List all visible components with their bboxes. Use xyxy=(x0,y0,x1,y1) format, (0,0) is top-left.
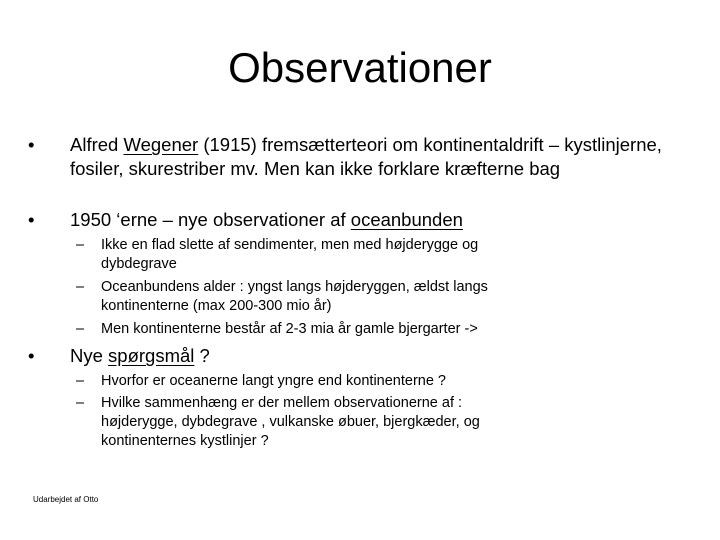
sub-bullet-text: Hvilke sammenhæng er der mellem observationerne af : højderygge, dybdegrave , vulkanske øbuer, bjergkæder, og kontinenternes kystlinjer ? xyxy=(101,395,480,449)
oceanbunden-link[interactable]: oceanbunden xyxy=(350,209,463,230)
sub-bullet-text: Men kontinenterne består af 2-3 mia år gamle bjergarter -> xyxy=(101,321,478,337)
bullet-text-pre: Nye xyxy=(70,345,109,366)
bullet-text-pre: Alfred xyxy=(70,134,124,155)
sub-bullet-marker: – xyxy=(76,373,85,389)
bullet-text xyxy=(70,208,670,232)
bullet-marker: • xyxy=(28,345,35,366)
sub-bullet-marker: – xyxy=(76,237,85,253)
sub-bullet-marker: – xyxy=(76,395,85,411)
sub-bullet-text: Hvorfor er oceanerne langt yngre end kontinenterne ? xyxy=(101,373,446,389)
bullet-marker: • xyxy=(28,209,35,230)
sub-bullet-marker: – xyxy=(76,279,85,295)
wegener-link[interactable]: Wegener xyxy=(123,134,199,155)
bullet-marker: • xyxy=(28,134,35,155)
bullet-text-post: (1915) fremsætterteori om kontinentaldrift – kystlinjerne, fosiler, skurestriber mv. Men kan ikke forklare kræfterne bag xyxy=(70,134,662,179)
spoergsmaal-link[interactable]: spørgsmål xyxy=(108,345,195,366)
bullet-text xyxy=(70,133,670,181)
footer-credit: Udarbejdet af Otto xyxy=(33,495,99,504)
sub-bullet-marker: – xyxy=(76,321,85,337)
bullet-text-post: ? xyxy=(194,345,210,366)
bullet-text xyxy=(70,344,670,368)
sub-bullet-text: Ikke en flad slette af sendimenter, men med højderygge og dybdegrave xyxy=(101,237,479,272)
slide-title: Observationer xyxy=(228,44,492,91)
bullet-text-pre: 1950 ‘erne – nye observationer af xyxy=(70,209,351,230)
sub-bullet-text: Oceanbundens alder : yngst langs højderyggen, ældst langs kontinenterne (max 200-300 mio år) xyxy=(101,279,488,314)
